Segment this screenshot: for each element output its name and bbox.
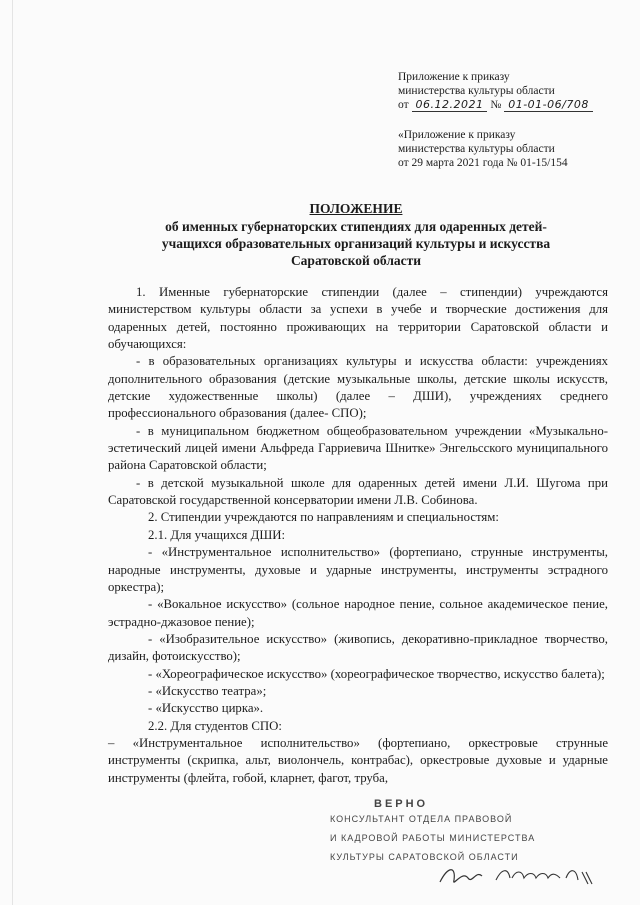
paragraph: - в детской музыкальной школе для одаренных детей имени Л.И. Шугома при Саратовской государственной консерватории имени Л.В. Собинова. (108, 475, 608, 508)
appendix-header-date-line (398, 98, 628, 112)
previous-header-line: министерства культуры области (398, 143, 555, 155)
appendix-header (398, 70, 628, 112)
previous-appendix-header (398, 128, 628, 170)
list-item: - «Искусство театра»; (148, 683, 267, 698)
list-item: - «Хореографическое искусство» (хореографическое творчество, искусство балета); (148, 666, 605, 681)
title-line: учащихся образовательных организаций культуры и искусства (161, 236, 551, 251)
list-item: - «Изобразительное искусство» (живопись, декоративно-прикладное творчество, дизайн, фотоискусство); (108, 631, 608, 664)
paragraph: - в муниципальном бюджетном общеобразовательном учреждении «Музыкально-эстетический лицей имени Альфреда Гарриевича Шнитке» Энгельсского муниципального района Саратовской области; (108, 423, 608, 473)
paragraph: - в образовательных организациях культуры и искусства области: учреждениях дополнительного образования (детские музыкальные школы, детские школы искусств, детские художественные школы) (далее – ДШИ), учреждениях среднего профессионального образования (далее- СПО); (108, 354, 608, 421)
stamp-word: ВЕРНО (374, 798, 429, 810)
handwritten-date: 06.12.2021 (412, 98, 488, 112)
paragraph: 2.2. Для студентов СПО: (148, 718, 282, 733)
appendix-header-line: Приложение к приказу (398, 71, 510, 83)
list-item: – «Инструментальное исполнительство» (фортепиано, оркестровые струнные инструменты (скрипка, альт, виолончель, контрабас), оркестровые духовые и ударные инструменты (флейта, гобой, кларнет, фагот, труба, (108, 735, 608, 785)
number-sign: № (490, 99, 502, 111)
appendix-header-line: министерства культуры области (398, 85, 555, 97)
title-line: Саратовской области (290, 253, 422, 268)
paragraph: 2.1. Для учащихся ДШИ: (148, 527, 286, 542)
list-item: - «Вокальное искусство» (сольное народное пение, сольное академическое пение, эстрадно-джазовое пение); (108, 597, 608, 629)
document-title (110, 200, 602, 269)
handwritten-number: 01-01-06/708 (504, 98, 593, 112)
list-item: - «Искусство цирка». (148, 701, 264, 716)
paragraph: 1. Именные губернаторские стипендии (далее – стипендии) учреждаются министерством культуры области за успехи в учебе и творческие достижения для одаренных детей, постоянно проживающих на территории Саратовской области и обучающихся: (108, 285, 608, 352)
document-body (108, 284, 608, 787)
previous-header-line: от 29 марта 2021 года № 01-15/154 (398, 157, 568, 169)
previous-header-line: «Приложение к приказу (398, 129, 516, 141)
scan-margin-line (12, 0, 13, 905)
title-main: ПОЛОЖЕНИЕ (309, 201, 403, 216)
date-prefix: от (398, 99, 409, 111)
list-item: - «Инструментальное исполнительство» (фортепиано, струнные инструменты, народные инструменты, духовые и ударные инструменты, инструменты эстрадного оркестра); (108, 545, 608, 594)
stamp-line: КУЛЬТУРЫ САРАТОВСКОЙ ОБЛАСТИ (330, 852, 519, 862)
paragraph: 2. Стипендии учреждаются по направлениям и специальностям: (148, 510, 499, 525)
certification-stamp (330, 800, 535, 867)
stamp-line: И КАДРОВОЙ РАБОТЫ МИНИСТЕРСТВА (330, 833, 536, 843)
title-line: об именных губернаторских стипендиях для одаренных детей- (165, 219, 547, 234)
handwritten-signature (436, 860, 616, 890)
stamp-line: КОНСУЛЬТАНТ ОТДЕЛА ПРАВОВОЙ (330, 814, 513, 824)
